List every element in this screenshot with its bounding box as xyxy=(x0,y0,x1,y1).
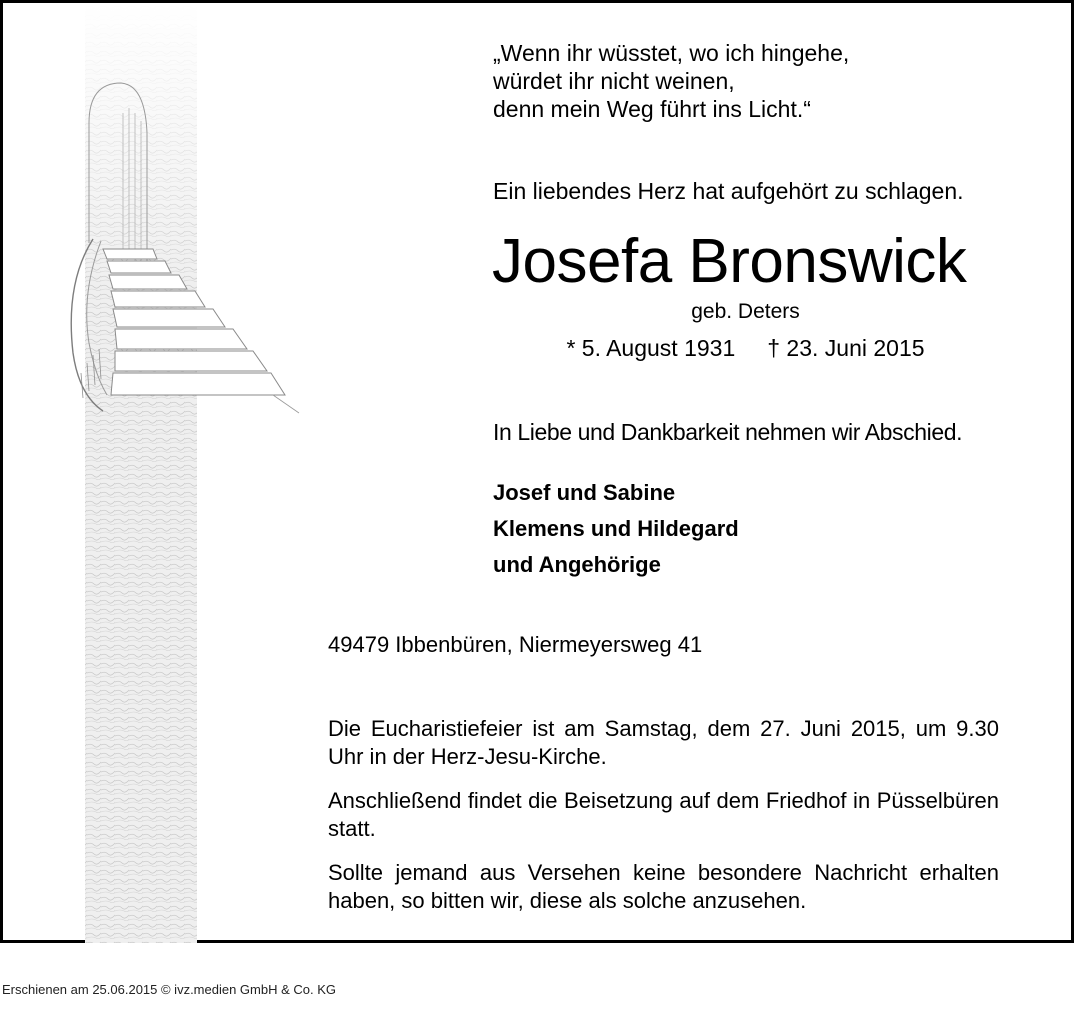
staircase-illustration xyxy=(3,3,313,943)
notice-paragraph: Sollte jemand aus Versehen keine besondere Nachricht erhalten haben, so bitten wir, diese als solche anzusehen. xyxy=(328,860,999,913)
publication-footer: Erschienen am 25.06.2015 © ivz.medien GmbH & Co. KG xyxy=(2,982,337,997)
service-paragraph: Die Eucharistiefeier ist am Samstag, dem 27. Juni 2015, um 9.30 Uhr in der Herz-Jesu-Kirche. xyxy=(328,716,999,769)
quote-line: würdet ihr nicht weinen, xyxy=(493,68,735,94)
mourners-list xyxy=(493,475,739,583)
opening-quote xyxy=(493,39,849,123)
life-dates xyxy=(493,335,998,362)
deceased-name: Josefa Bronswick xyxy=(492,227,967,296)
death-date: † 23. Juni 2015 xyxy=(767,335,925,361)
quote-line: „Wenn ihr wüsstet, wo ich hingehe, xyxy=(493,40,850,66)
birth-name: geb. Deters xyxy=(691,300,800,323)
burial-paragraph: Anschließend findet die Beisetzung auf dem Friedhof in Püsselbüren statt. xyxy=(328,788,999,841)
address: 49479 Ibbenbüren, Niermeyersweg 41 xyxy=(328,632,703,657)
quote-line: denn mein Weg führt ins Licht.“ xyxy=(493,96,811,122)
mourner-name: Klemens und Hildegard xyxy=(493,516,739,541)
intro-text: Ein liebendes Herz hat aufgehört zu schlagen. xyxy=(493,178,964,204)
mourner-name: Josef und Sabine xyxy=(493,480,676,505)
farewell-text: In Liebe und Dankbarkeit nehmen wir Abschied. xyxy=(493,419,963,445)
birth-date: * 5. August 1931 xyxy=(566,335,736,361)
mourner-name: und Angehörige xyxy=(493,552,661,577)
